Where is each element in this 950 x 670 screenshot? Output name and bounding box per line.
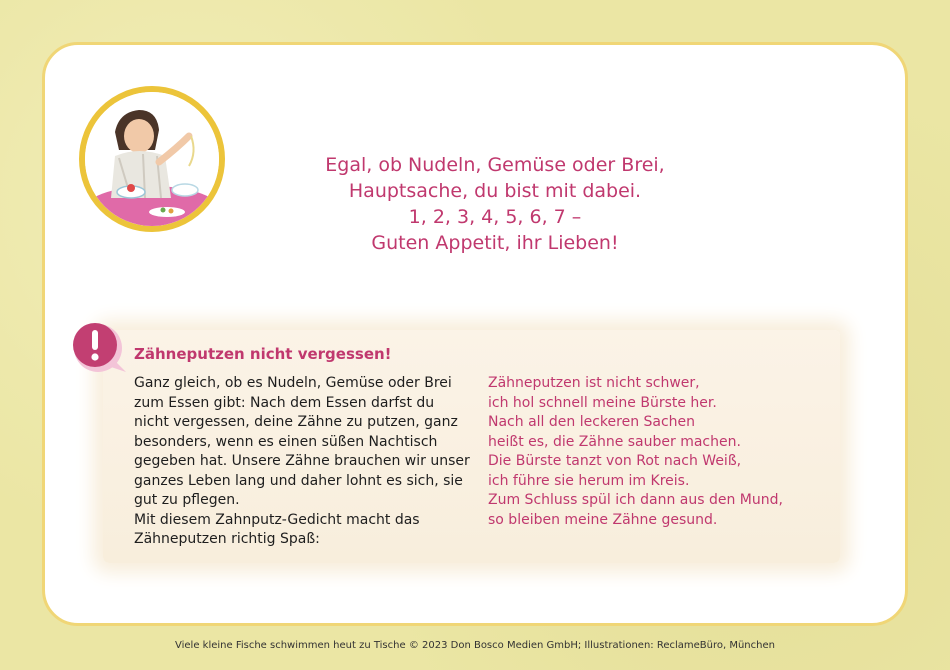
exclamation-icon bbox=[70, 320, 130, 380]
toothbrush-poem-line: Zum Schluss spül ich dann aus den Mund, bbox=[488, 492, 783, 508]
toothbrush-poem-line: heißt es, die Zähne sauber machen. bbox=[488, 433, 741, 450]
toothbrush-poem-line: ich führe sie herum im Kreis. bbox=[488, 472, 690, 489]
body-line: nicht vergessen, deine Zähne zu putzen, ganz bbox=[134, 414, 458, 430]
tip-heading: Zähneputzen nicht vergessen! bbox=[134, 345, 392, 363]
body-line: Mit diesem Zahnputz-Gedicht macht das bbox=[134, 511, 420, 528]
illustration-svg bbox=[85, 92, 219, 226]
toothbrush-poem-line: so bleiben meine Zähne gesund. bbox=[488, 511, 718, 528]
table-poem bbox=[300, 152, 690, 256]
poem-line: Hauptsache, du bist mit dabei. bbox=[348, 180, 642, 202]
body-line: Ganz gleich, ob es Nudeln, Gemüse oder Brei bbox=[134, 375, 452, 391]
poem-line: Guten Appetit, ihr Lieben! bbox=[371, 232, 619, 254]
body-line: ganzes Leben lang und daher lohnt es sich, sie bbox=[134, 472, 463, 489]
child-eating-illustration bbox=[79, 86, 225, 232]
toothbrush-poem-line: Zähneputzen ist nicht schwer, bbox=[488, 375, 700, 391]
copyright-footer: Viele kleine Fische schwimmen heut zu Tische © 2023 Don Bosco Medien GmbH; Illustrationen: ReclameBüro, München bbox=[175, 640, 775, 651]
poem-line: 1, 2, 3, 4, 5, 6, 7 – bbox=[408, 206, 582, 228]
toothbrush-poem bbox=[488, 374, 808, 530]
toothbrush-poem-line: Nach all den leckeren Sachen bbox=[488, 414, 696, 430]
body-line: Zähneputzen richtig Spaß: bbox=[134, 531, 320, 547]
poem-line: Egal, ob Nudeln, Gemüse oder Brei, bbox=[325, 154, 665, 176]
toothbrush-poem-line: ich hol schnell meine Bürste her. bbox=[488, 394, 717, 411]
body-line: zum Essen gibt: Nach dem Essen darfst du bbox=[134, 394, 435, 411]
body-line: gegeben hat. Unsere Zähne brauchen wir unser bbox=[134, 453, 470, 469]
body-line: gut zu pflegen. bbox=[134, 492, 240, 508]
toothbrush-poem-line: Die Bürste tanzt von Rot nach Weiß, bbox=[488, 453, 742, 469]
tip-body bbox=[134, 374, 474, 550]
body-line: besonders, wenn es einen süßen Nachtisch bbox=[134, 433, 438, 450]
